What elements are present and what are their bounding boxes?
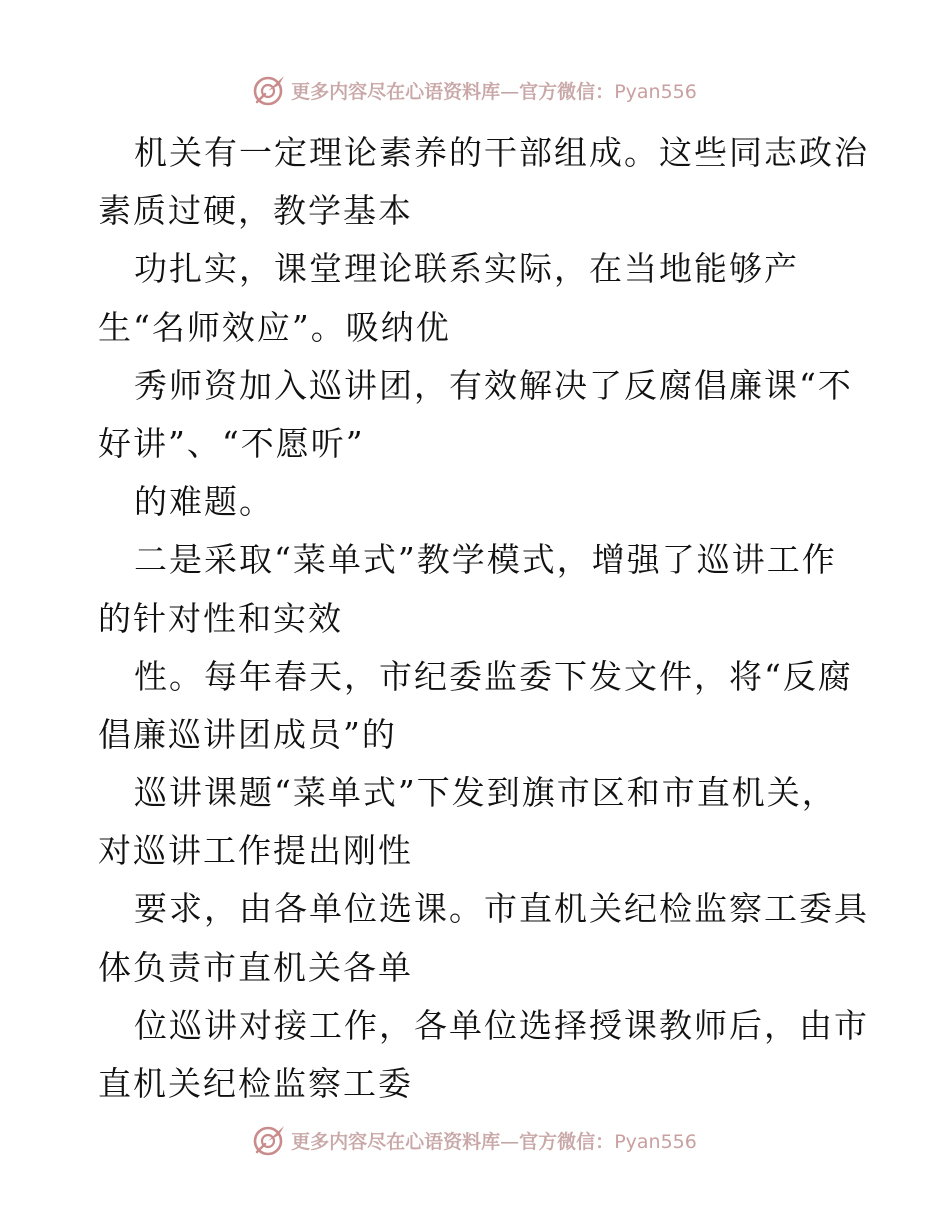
header-banner — [0, 72, 950, 108]
banner-title: 更多内容尽在心语资料库 — [291, 1130, 501, 1153]
quill-logo-icon — [253, 1123, 287, 1157]
banner-title: 更多内容尽在心语资料库 — [291, 80, 501, 103]
body-line: 位巡讲对接工作，各单位选择授课教师后，由市 — [134, 1005, 869, 1045]
banner-dash: — — [500, 1130, 520, 1153]
body-line: 素质过硬，教学基本 — [98, 191, 413, 231]
document-body — [98, 124, 869, 1113]
body-line: 二是采取“菜单式”教学模式，增强了巡讲工作 — [134, 540, 837, 580]
body-line: 倡廉巡讲团成员”的 — [98, 714, 397, 754]
body-line: 体负责市直机关各单 — [98, 947, 413, 987]
banner-wechat-label: 官方微信： — [519, 80, 615, 103]
body-line: 要求，由各单位选课。市直机关纪检监察工委具 — [134, 889, 869, 929]
body-line: 对巡讲工作提出刚性 — [98, 831, 413, 871]
banner-wechat-label: 官方微信： — [519, 1130, 615, 1153]
body-line: 的针对性和实效 — [98, 598, 343, 638]
banner-wechat-id: Pyan556 — [614, 1130, 697, 1153]
banner-dash: — — [500, 80, 520, 103]
body-line: 功扎实，课堂理论联系实际，在当地能够产 — [134, 249, 799, 289]
body-line: 直机关纪检监察工委 — [98, 1064, 413, 1103]
banner-wechat-id: Pyan556 — [614, 80, 697, 103]
body-line: 好讲”、“不愿听” — [98, 423, 365, 463]
body-line: 生“名师效应”。吸纳优 — [98, 307, 451, 347]
body-line: 巡讲课题“菜单式”下发到旗市区和市直机关， — [134, 773, 837, 813]
body-line: 机关有一定理论素养的干部组成。这些同志政治 — [134, 133, 869, 172]
body-line: 的难题。 — [134, 482, 274, 522]
body-line: 秀师资加入巡讲团，有效解决了反腐倡廉课“不 — [134, 365, 853, 405]
footer-banner — [0, 1122, 950, 1158]
quill-logo-icon — [253, 73, 287, 107]
body-line: 性。每年春天，市纪委监委下发文件，将“反腐 — [134, 656, 853, 696]
